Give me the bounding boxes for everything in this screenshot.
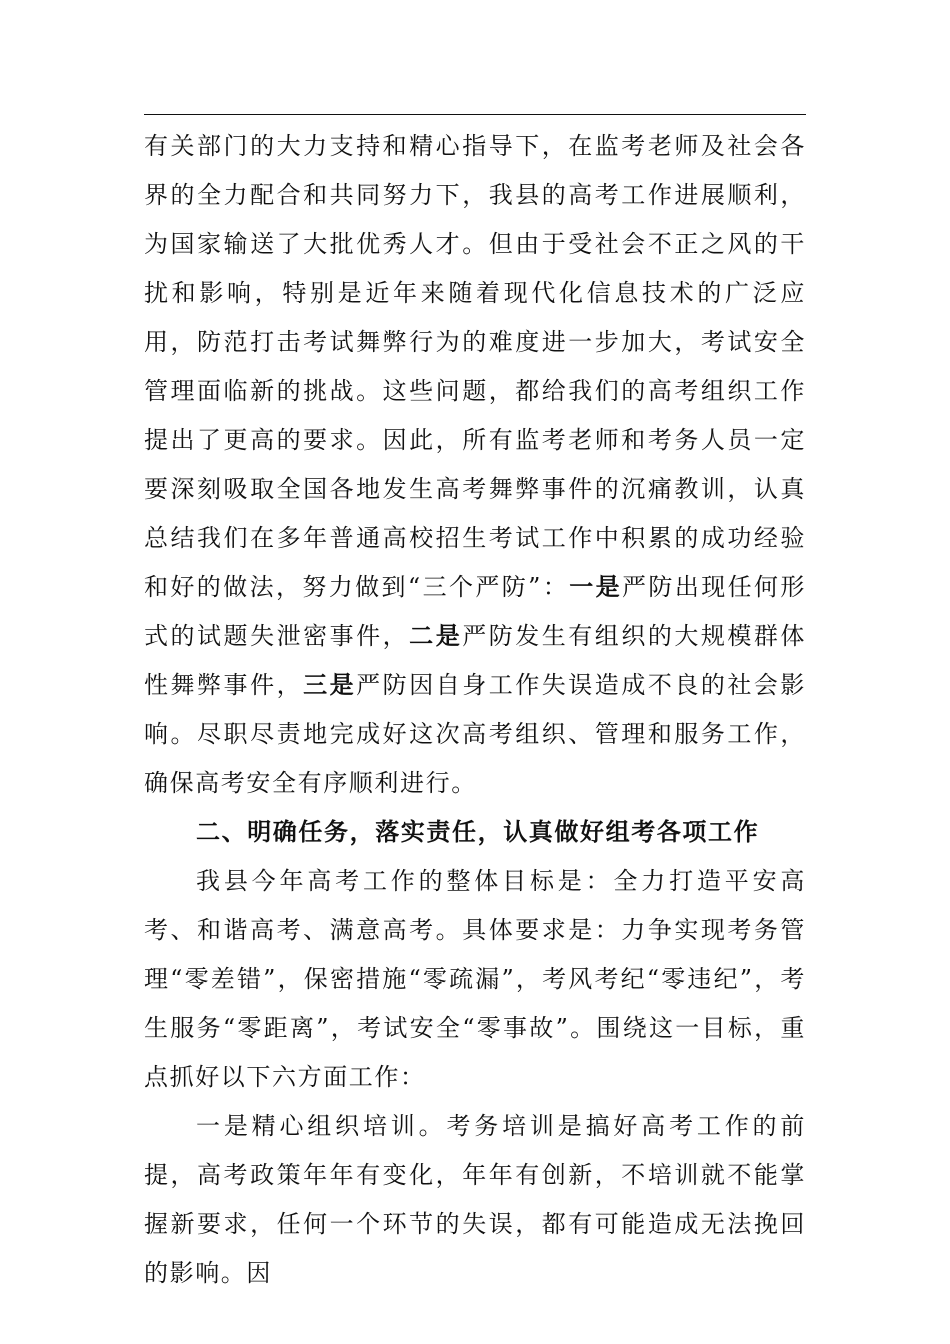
paragraph-text: 严防出现任何形式的试题失泄密事件， — [144, 573, 806, 650]
paragraph-text: 有关部门的大力支持和精心指导下，在监考老师及社会各界的全力配合和共同努力下，我县的高考工作进展顺利，为国家输送了大批优秀人才。但由于受社会不正之风的干扰和影响，特别是近年来随着现代化信息技术的广泛应用，防范打击考试舞弊行为的难度进一步加大，考试安全管理面临新的挑战。这些问题，都给我们的高考组织工作提出了更高的要求。因此，所有监考老师和考务人员一定要深刻吸取全国各地发生高考舞弊事件的沉痛教训，认真总结我们在多年普通高校招生考试工作中积累的成功经验和好的做法，努力做到“三个严防”： — [144, 132, 806, 601]
paragraph-text: 严防发生有组织的大规模群体性舞弊事件， — [144, 622, 807, 699]
document-body — [144, 122, 806, 1298]
paragraph-goals: 我县今年高考工作的整体目标是：全力打造平安高考、和谐高考、满意高考。具体要求是：力争实现考务管理“零差错”，保密措施“零疏漏”，考风考纪“零违纪”，考生服务“零距离”，考试安全“零事故”。围绕这一目标，重点抓好以下六方面工作： — [144, 867, 806, 1091]
section-heading: 二、明确任务，落实责任，认真做好组考各项工作 — [196, 818, 760, 846]
bold-marker-first: 一是 — [569, 573, 623, 601]
paragraph-text: 考务培训是搞好高考工作的前提，高考政策年年有变化，年年有创新，不培训就不能掌握新要求，任何一个环节的失误，都有可能造成无法挽回的影响。因 — [144, 1112, 806, 1287]
bold-marker-second: 二是 — [409, 622, 463, 650]
paragraph-training — [144, 1102, 806, 1298]
header-rule — [144, 114, 806, 115]
paragraph-lead: 一是精心组织培训。 — [196, 1112, 447, 1140]
paragraph-text: 严防因自身工作失误造成不良的社会影响。尽职尽责地完成好这次高考组织、管理和服务工作，确保高考安全有序顺利进行。 — [144, 671, 807, 797]
bold-marker-third: 三是 — [303, 671, 357, 699]
paragraph-continuation — [144, 122, 806, 808]
